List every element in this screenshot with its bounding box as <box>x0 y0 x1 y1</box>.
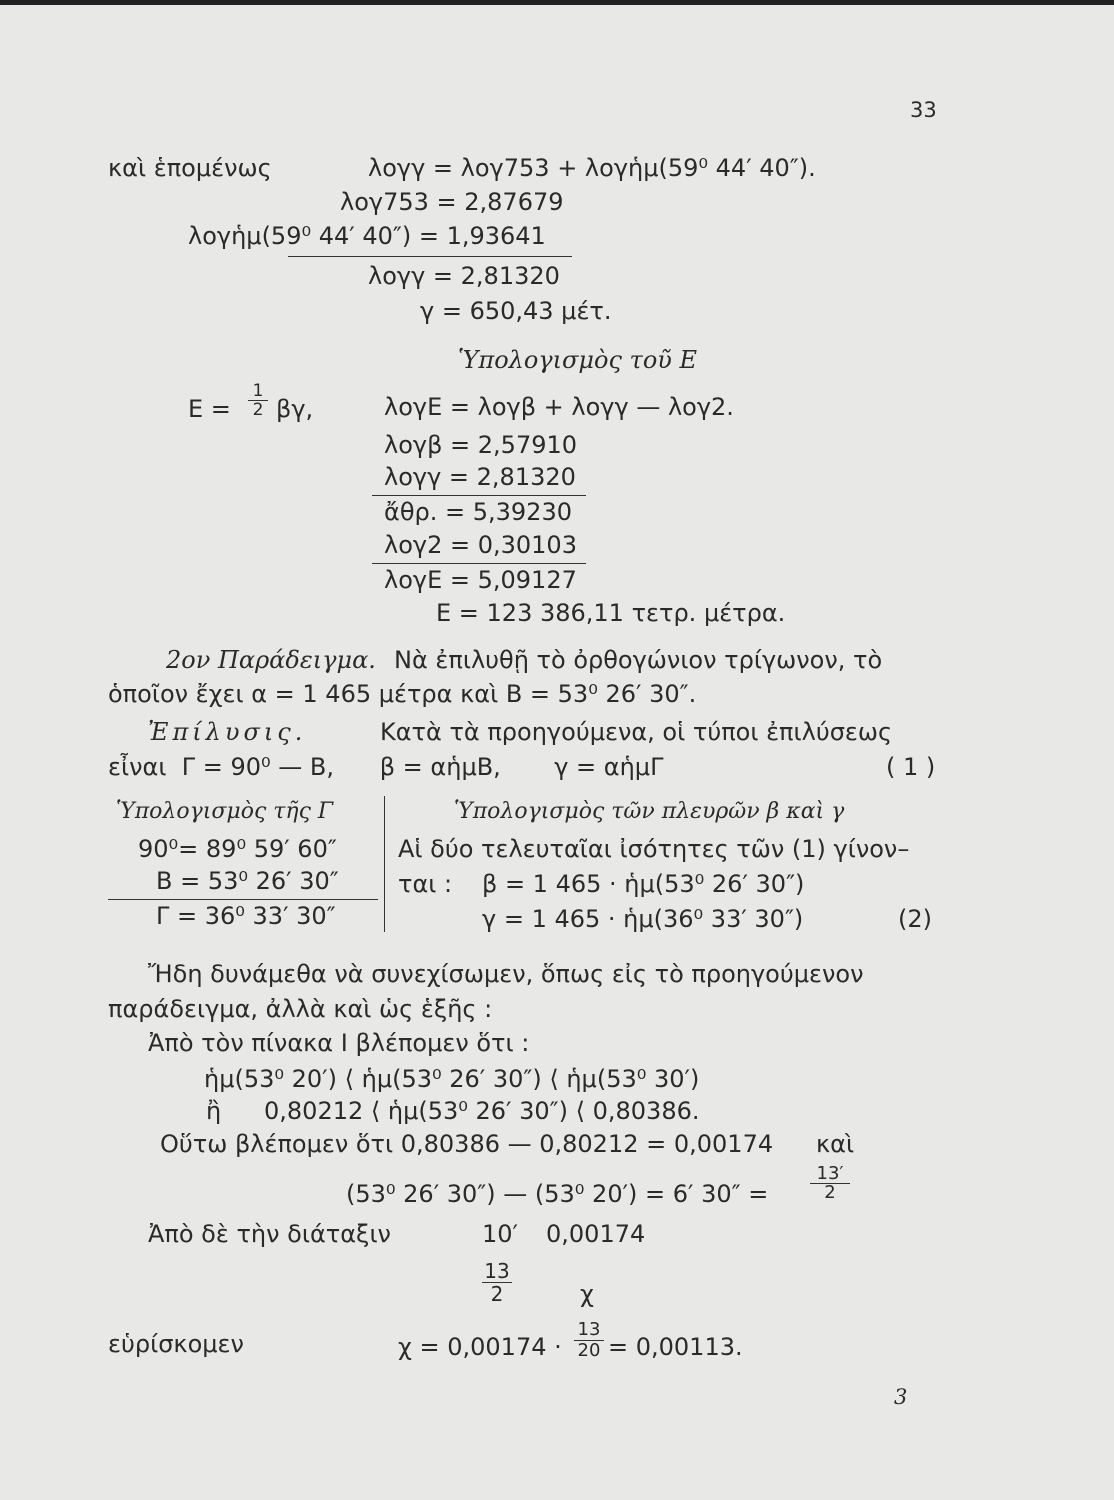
fraction-denominator: 2 <box>824 1182 836 1203</box>
fraction-denominator: 2 <box>252 400 264 420</box>
equation-ref: ( 1 ) <box>886 753 936 781</box>
find-lead: εὑρίσκομεν <box>108 1330 244 1358</box>
equation-ref: (2) <box>898 905 932 933</box>
page-number: 33 <box>910 98 937 122</box>
column-heading: Ὑπολογισμὸς τῶν πλευρῶν β καὶ γ <box>454 799 845 824</box>
fraction-numerator: 13 <box>574 1320 604 1341</box>
difference-line: Οὕτω βλέπομεν ὅτι 0,80386 — 0,80212 = 0,00174 <box>160 1130 774 1158</box>
fraction-13-over-2 <box>482 1260 512 1305</box>
formula-e-left: Ε = <box>188 395 231 423</box>
lead-text: καὶ ἑπομένως <box>108 154 272 182</box>
column-heading: Ὑπολογισμὸς τῆς Γ <box>116 799 334 824</box>
arrangement-cell: 10′ <box>482 1220 518 1248</box>
table-row: 90⁰= 89⁰ 59′ 60″ <box>138 835 337 863</box>
fraction-denominator: 2 <box>490 1282 504 1306</box>
arrangement-cell: χ <box>580 1280 594 1308</box>
equation: λογ753 = 2,87679 <box>340 188 564 216</box>
paragraph-line: Νὰ ἐπιλυθῇ τὸ ὀρθογώνιον τρίγωνον, τὸ <box>394 646 883 674</box>
fraction-one-half <box>248 382 268 419</box>
paragraph-line: Ἤδη δυνάμεθα νὰ συνεχίσωμεν, ὅπως εἰς τὸ προηγούμενον <box>148 960 864 988</box>
fraction-denominator: 20 <box>577 1340 601 1361</box>
equation: λογΕ = λογβ + λογγ — λογ2. <box>384 393 734 421</box>
equation: λογγ = 2,81320 <box>384 463 576 491</box>
table-row: Αἱ δύο τελευταῖαι ἰσότητες τῶν (1) γίνον– <box>398 835 910 863</box>
sum-rule <box>288 256 572 257</box>
table-row: γ = 1 465 · ἡμ(36⁰ 33′ 30″) <box>482 905 804 933</box>
equation: λογγ = 2,81320 <box>368 262 560 290</box>
result-equation: = 0,00113. <box>608 1333 743 1361</box>
signature-mark: 3 <box>894 1385 908 1409</box>
scan-top-edge <box>0 0 1114 5</box>
equation: λογἡμ(59⁰ 44′ 40″) = 1,93641 <box>188 222 546 250</box>
fraction-numerator: 13′ <box>810 1165 850 1184</box>
equation: Ε = 123 386,11 τετρ. μέτρα. <box>436 599 786 627</box>
inequality: ἡμ(53⁰ 20′) ⟨ ἡμ(53⁰ 26′ 30″) ⟨ ἡμ(53⁰ 30′) <box>204 1065 700 1093</box>
paragraph-line: παράδειγμα, ἀλλὰ καὶ ὡς ἑξῆς : <box>108 995 493 1023</box>
equation: λογγ = λογ753 + λογἡμ(59⁰ 44′ 40″). <box>368 154 816 182</box>
fraction-numerator: 13 <box>482 1260 512 1283</box>
paragraph-line: Ἀπὸ τὸν πίνακα Ι βλέπομεν ὅτι : <box>148 1029 530 1057</box>
fraction-13-over-2 <box>810 1165 850 1202</box>
solution-label: Ἐπίλυσις. <box>148 718 307 746</box>
paragraph-line: Κατὰ τὰ προηγούμενα, οἱ τύποι ἐπιλύσεως <box>380 718 893 746</box>
formula-e-right: βγ, <box>276 395 314 423</box>
section-heading: Ὑπολογισμὸς τοῦ Ε <box>458 346 698 374</box>
fraction-13-over-20 <box>574 1320 604 1361</box>
equation: ἄθρ. = 5,39230 <box>384 498 572 526</box>
sum-rule <box>372 495 586 496</box>
equation: λογβ = 2,57910 <box>384 431 578 459</box>
inequality: 0,80212 ⟨ ἡμ(53⁰ 26′ 30″) ⟨ 0,80386. <box>264 1097 700 1125</box>
equation: λογ2 = 0,30103 <box>384 531 577 559</box>
difference-rule <box>108 899 378 900</box>
fraction-numerator: 1 <box>248 382 268 401</box>
inequality-or: ἢ <box>206 1097 222 1125</box>
column-divider <box>384 796 385 932</box>
paragraph-line: ὁποῖον ἔχει α = 1 465 μέτρα καὶ Β = 53⁰ 26′ 30″. <box>108 680 697 708</box>
equation: λογΕ = 5,09127 <box>384 566 577 594</box>
angle-difference: (53⁰ 26′ 30″) — (53⁰ 20′) = 6′ 30″ = <box>346 1180 769 1208</box>
arrangement-cell: 0,00174 <box>546 1220 646 1248</box>
table-row: β = 1 465 · ἡμ(53⁰ 26′ 30″) <box>482 870 805 898</box>
difference-line-end: καὶ <box>816 1130 855 1158</box>
equation: γ = 650,43 μέτ. <box>420 297 612 325</box>
formula-line: εἶναι Γ = 90⁰ — Β, β = αἡμΒ, γ = αἡμΓ <box>108 753 664 781</box>
result-equation: χ = 0,00174 · <box>398 1333 562 1361</box>
table-row: Β = 53⁰ 26′ 30″ <box>156 867 339 895</box>
arrangement-lead: Ἀπὸ δὲ τὴν διάταξιν <box>148 1220 391 1248</box>
example-label: 2ον Παράδειγμα. <box>166 646 376 674</box>
difference-rule <box>372 563 586 564</box>
table-row: ται : <box>398 870 453 898</box>
table-row: Γ = 36⁰ 33′ 30″ <box>156 902 336 930</box>
